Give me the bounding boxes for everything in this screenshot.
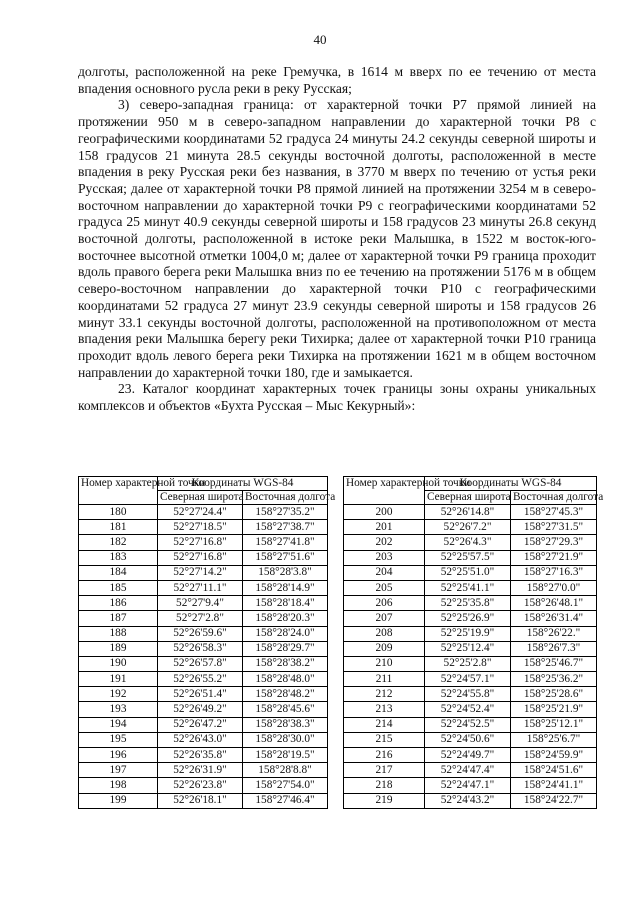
table-row [344, 520, 597, 535]
cell-point-number: 200 [344, 505, 425, 520]
cell-point-number: 210 [344, 656, 425, 671]
table-row [79, 626, 328, 641]
cell-longitude: 158°28'3.8" [243, 565, 328, 580]
table-row [79, 763, 328, 778]
cell-longitude: 158°27'0.0" [511, 580, 597, 595]
table-row [344, 656, 597, 671]
table-row [79, 656, 328, 671]
cell-point-number: 192 [79, 687, 158, 702]
cell-longitude: 158°27'38.7" [243, 520, 328, 535]
table-row [344, 641, 597, 656]
cell-longitude: 158°25'36.2" [511, 672, 597, 687]
cell-longitude: 158°28'8.8" [243, 763, 328, 778]
cell-longitude: 158°25'21.9" [511, 702, 597, 717]
table-row [344, 535, 597, 550]
cell-longitude: 158°27'21.9" [511, 550, 597, 565]
cell-latitude: 52°27'24.4" [158, 505, 243, 520]
cell-latitude: 52°27'14.2" [158, 565, 243, 580]
cell-point-number: 190 [79, 656, 158, 671]
cell-latitude: 52°26'14.8" [425, 505, 511, 520]
table-row [344, 550, 597, 565]
body-text [78, 64, 596, 415]
cell-latitude: 52°24'47.4" [425, 763, 511, 778]
cell-point-number: 207 [344, 611, 425, 626]
paragraph: долготы, расположенной на реке Гремучка, в 1614 м вверх по ее течению от места впадения основного русла реки в реку Русская; [78, 64, 596, 96]
cell-latitude: 52°27'18.5" [158, 520, 243, 535]
cell-longitude: 158°27'35.2" [243, 505, 328, 520]
cell-longitude: 158°24'22.7" [511, 793, 597, 808]
table-row [79, 641, 328, 656]
table-row [79, 611, 328, 626]
cell-point-number: 198 [79, 778, 158, 793]
cell-point-number: 199 [79, 793, 158, 808]
cell-point-number: 187 [79, 611, 158, 626]
cell-latitude: 52°26'7.2" [425, 520, 511, 535]
table-row [79, 550, 328, 565]
table-row [79, 748, 328, 763]
cell-longitude: 158°27'41.8" [243, 535, 328, 550]
cell-latitude: 52°24'55.8" [425, 687, 511, 702]
cell-latitude: 52°24'49.7" [425, 748, 511, 763]
cell-longitude: 158°27'54.0" [243, 778, 328, 793]
cell-latitude: 52°26'51.4" [158, 687, 243, 702]
paragraph: 23. Каталог координат характерных точек границы зоны охраны уникальных комплексов и объектов «Бухта Русская – Мыс Кекурный»: [78, 381, 596, 414]
coordinates-table-right [343, 476, 604, 809]
table-row [79, 702, 328, 717]
cell-point-number: 184 [79, 565, 158, 580]
cell-point-number: 195 [79, 732, 158, 747]
cell-latitude: 52°25'26.9" [425, 611, 511, 626]
cell-point-number: 215 [344, 732, 425, 747]
table-row [79, 717, 328, 732]
cell-point-number: 205 [344, 580, 425, 595]
cell-latitude: 52°24'43.2" [425, 793, 511, 808]
cell-longitude: 158°26'48.1" [511, 596, 597, 611]
cell-longitude: 158°24'59.9" [511, 748, 597, 763]
cell-point-number: 182 [79, 535, 158, 550]
cell-longitude: 158°28'19.5" [243, 748, 328, 763]
header-point-number: Номер характерной точки [79, 477, 158, 505]
cell-longitude: 158°27'51.6" [243, 550, 328, 565]
cell-point-number: 185 [79, 580, 158, 595]
cell-point-number: 216 [344, 748, 425, 763]
header-coordinates: Координаты WGS-84 [158, 477, 328, 491]
table-row [79, 672, 328, 687]
table-row [79, 687, 328, 702]
cell-latitude: 52°25'41.1" [425, 580, 511, 595]
cell-longitude: 158°28'48.2" [243, 687, 328, 702]
table-row [344, 778, 597, 793]
cell-latitude: 52°24'50.6" [425, 732, 511, 747]
cell-longitude: 158°28'48.0" [243, 672, 328, 687]
cell-point-number: 217 [344, 763, 425, 778]
cell-point-number: 211 [344, 672, 425, 687]
cell-longitude: 158°28'14.9" [243, 580, 328, 595]
cell-point-number: 212 [344, 687, 425, 702]
coordinates-table-left [78, 476, 336, 809]
page-number: 40 [313, 32, 327, 47]
table-row [79, 793, 328, 808]
cell-point-number: 201 [344, 520, 425, 535]
cell-longitude: 158°25'46.7" [511, 656, 597, 671]
table-row [79, 732, 328, 747]
table-row [79, 580, 328, 595]
cell-latitude: 52°25'57.5" [425, 550, 511, 565]
cell-longitude: 158°25'28.6" [511, 687, 597, 702]
cell-point-number: 213 [344, 702, 425, 717]
cell-point-number: 186 [79, 596, 158, 611]
table-row [344, 596, 597, 611]
table-row [79, 778, 328, 793]
cell-point-number: 208 [344, 626, 425, 641]
cell-point-number: 188 [79, 626, 158, 641]
table-row [344, 565, 597, 580]
cell-latitude: 52°24'47.1" [425, 778, 511, 793]
cell-point-number: 181 [79, 520, 158, 535]
cell-longitude: 158°25'12.1" [511, 717, 597, 732]
table-row [344, 702, 597, 717]
cell-point-number: 194 [79, 717, 158, 732]
cell-longitude: 158°27'45.3" [511, 505, 597, 520]
table-row [344, 505, 597, 520]
table-row [79, 565, 328, 580]
cell-latitude: 52°26'18.1" [158, 793, 243, 808]
cell-latitude: 52°26'35.8" [158, 748, 243, 763]
cell-longitude: 158°26'31.4" [511, 611, 597, 626]
cell-point-number: 206 [344, 596, 425, 611]
cell-latitude: 52°25'35.8" [425, 596, 511, 611]
table-row [344, 793, 597, 808]
table-row [344, 672, 597, 687]
table-row [344, 611, 597, 626]
table-row [344, 580, 597, 595]
cell-point-number: 214 [344, 717, 425, 732]
cell-latitude: 52°27'16.8" [158, 550, 243, 565]
cell-point-number: 193 [79, 702, 158, 717]
header-latitude: Северная широта [158, 491, 243, 505]
cell-latitude: 52°27'16.8" [158, 535, 243, 550]
cell-longitude: 158°25'6.7" [511, 732, 597, 747]
table-body [344, 505, 597, 809]
table-row [344, 732, 597, 747]
table-row [344, 687, 597, 702]
cell-point-number: 180 [79, 505, 158, 520]
cell-longitude: 158°28'38.2" [243, 656, 328, 671]
table-row [344, 626, 597, 641]
cell-longitude: 158°24'51.6" [511, 763, 597, 778]
cell-longitude: 158°26'22." [511, 626, 597, 641]
cell-point-number: 219 [344, 793, 425, 808]
cell-latitude: 52°27'9.4" [158, 596, 243, 611]
cell-point-number: 203 [344, 550, 425, 565]
cell-longitude: 158°28'45.6" [243, 702, 328, 717]
cell-latitude: 52°26'47.2" [158, 717, 243, 732]
cell-longitude: 158°27'29.3" [511, 535, 597, 550]
cell-longitude: 158°27'31.5" [511, 520, 597, 535]
cell-latitude: 52°26'55.2" [158, 672, 243, 687]
table-row [79, 535, 328, 550]
header-coordinates: Координаты WGS-84 [425, 477, 597, 491]
cell-latitude: 52°26'4.3" [425, 535, 511, 550]
cell-latitude: 52°24'52.4" [425, 702, 511, 717]
cell-latitude: 52°25'2.8" [425, 656, 511, 671]
table-row [79, 505, 328, 520]
cell-latitude: 52°24'57.1" [425, 672, 511, 687]
cell-latitude: 52°25'19.9" [425, 626, 511, 641]
header-point-number: Номер характерной точки [344, 477, 425, 505]
header-latitude: Северная широта [425, 491, 511, 505]
cell-longitude: 158°28'24.0" [243, 626, 328, 641]
cell-point-number: 183 [79, 550, 158, 565]
cell-point-number: 218 [344, 778, 425, 793]
cell-point-number: 202 [344, 535, 425, 550]
cell-point-number: 204 [344, 565, 425, 580]
header-longitude: Восточная долгота [243, 491, 328, 505]
cell-latitude: 52°26'43.0" [158, 732, 243, 747]
cell-longitude: 158°26'7.3" [511, 641, 597, 656]
cell-longitude: 158°24'41.1" [511, 778, 597, 793]
table-row [79, 596, 328, 611]
table-row [344, 748, 597, 763]
table-row [344, 763, 597, 778]
cell-point-number: 189 [79, 641, 158, 656]
cell-latitude: 52°24'52.5" [425, 717, 511, 732]
cell-latitude: 52°27'2.8" [158, 611, 243, 626]
cell-point-number: 196 [79, 748, 158, 763]
cell-point-number: 197 [79, 763, 158, 778]
cell-longitude: 158°27'46.4" [243, 793, 328, 808]
cell-longitude: 158°28'29.7" [243, 641, 328, 656]
header-longitude: Восточная долгота [511, 491, 597, 505]
cell-latitude: 52°26'58.3" [158, 641, 243, 656]
table-body [79, 505, 328, 809]
table-row [344, 717, 597, 732]
cell-latitude: 52°26'57.8" [158, 656, 243, 671]
cell-latitude: 52°26'23.8" [158, 778, 243, 793]
cell-latitude: 52°25'51.0" [425, 565, 511, 580]
cell-latitude: 52°26'49.2" [158, 702, 243, 717]
cell-point-number: 191 [79, 672, 158, 687]
cell-longitude: 158°28'30.0" [243, 732, 328, 747]
cell-point-number: 209 [344, 641, 425, 656]
cell-longitude: 158°27'16.3" [511, 565, 597, 580]
cell-latitude: 52°26'31.9" [158, 763, 243, 778]
cell-latitude: 52°26'59.6" [158, 626, 243, 641]
cell-longitude: 158°28'38.3" [243, 717, 328, 732]
table-row [79, 520, 328, 535]
cell-latitude: 52°27'11.1" [158, 580, 243, 595]
paragraph: 3) северо-западная граница: от характерной точки Р7 прямой линией на протяжении 950 м в северо-западном направлении до характерной точки Р8 с географическими координатами 52 градуса 24 минуты 24.2 секунды северной широты и 158 градусов 21 минута 28.5 секунды восточной долготы, расположенной в месте впадения в реку Русская реки без названия, в 3770 м вверх по течению от устья реки Русская; далее от характерной точки Р8 прямой линией на протяжении 3254 м в северо-восточном направлении до характерной точки Р9 с географическими координатами 52 градуса 25 минут 40.9 секунды северной широты и 158 градусов 23 минуты 26.8 секунд восточной долготы, расположенной в истоке реки Малышка, в 1522 м восток-юго-восточнее высотной отметки 1004,0 м; далее от характерной точки Р9 граница проходит вдоль правого берега реки Малышка вниз по ее течению на протяжении 5176 м в общем северо-восточном направлении до характерной точки Р10 с географическими координатами 52 градуса 27 минут 23.9 секунды северной широты и 158 градусов 26 минут 33.1 секунды восточной долготы, расположенной на противоположном от места впадения реки Малышка берегу реки Тихирка; далее от характерной точки Р10 граница проходит вдоль левого берега реки Тихирка на протяжении 1621 м в общем восточном направлении до характерной точки 180, где и замыкается. [78, 97, 596, 380]
cell-longitude: 158°28'20.3" [243, 611, 328, 626]
cell-latitude: 52°25'12.4" [425, 641, 511, 656]
cell-longitude: 158°28'18.4" [243, 596, 328, 611]
